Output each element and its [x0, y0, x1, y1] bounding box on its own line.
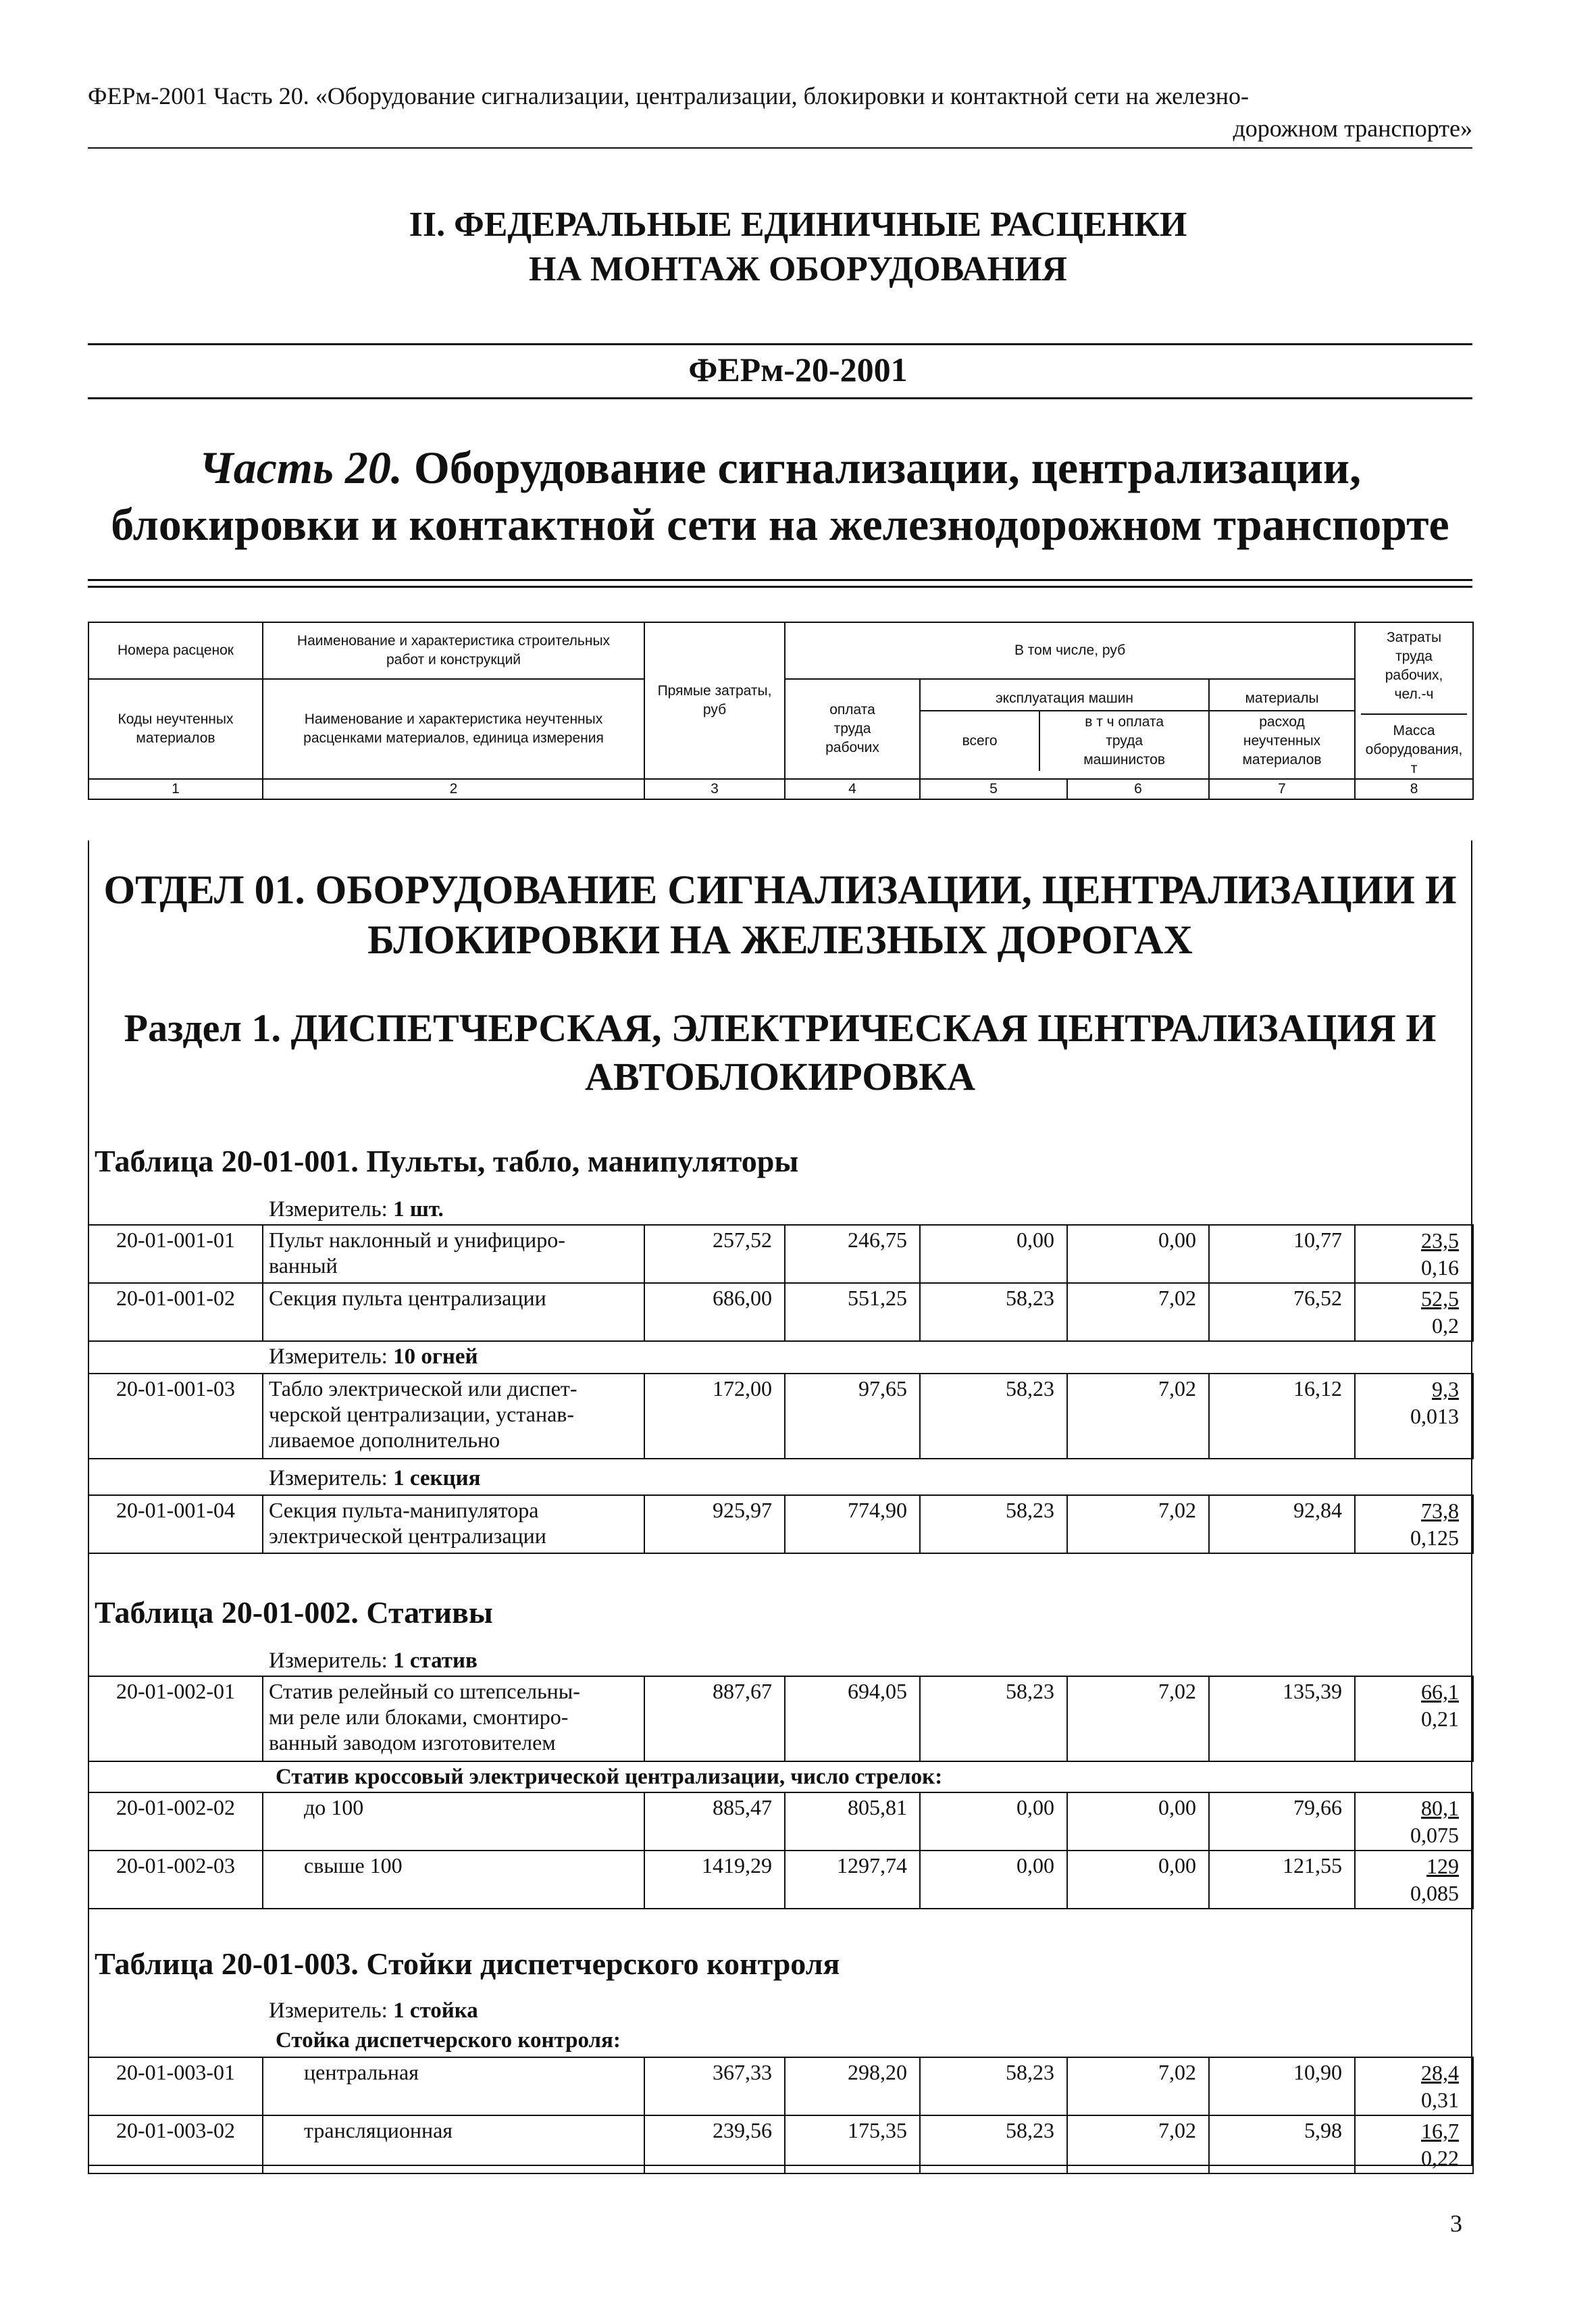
- machine-labor: 7,02: [1067, 1283, 1209, 1341]
- labor-mass: [1355, 1225, 1473, 1283]
- hdr-labor-top: Затраты труда рабочих, чел.-ч: [1385, 630, 1443, 702]
- razdel-heading: [88, 1004, 1472, 1101]
- running-header-line2: дорожном транспорте»: [1233, 115, 1472, 142]
- direct-cost: 257,52: [644, 1225, 785, 1283]
- measure-value: 1 секция: [393, 1466, 481, 1490]
- double-rule-1: [88, 579, 1472, 581]
- table-row: [88, 2115, 1473, 2173]
- measure-label: Измеритель:: [269, 1197, 394, 1222]
- hdr-machine-labor: в т ч оплата труда машинистов: [1083, 714, 1165, 768]
- mass: 0,22: [1421, 2146, 1459, 2170]
- materials: 121,55: [1209, 1851, 1355, 1909]
- measure-label: Измеритель:: [269, 1649, 394, 1673]
- table-002-rows-a: [88, 1676, 1474, 1762]
- labor-pay: 298,20: [785, 2057, 920, 2115]
- hdr-incl: В том числе, руб: [785, 622, 1355, 679]
- measure-label: Измеритель:: [269, 1998, 394, 2023]
- hdr-labor-cell: [1355, 622, 1473, 779]
- table-001-measure3: [269, 1466, 480, 1491]
- part-title-italic: Часть 20.: [199, 442, 403, 493]
- machine-total: 0,00: [920, 1851, 1067, 1909]
- machine-total: 0,00: [920, 1225, 1067, 1283]
- labor-pay: 551,25: [785, 1283, 920, 1341]
- rule-bottom: [88, 397, 1472, 399]
- table-003-title: Таблица 20-01-003. Стойки диспетчерского контроля: [95, 1946, 840, 1981]
- table-002-rows-b: [88, 1792, 1474, 1909]
- hdr-machine-op: эксплуатация машин: [921, 687, 1208, 711]
- machine-labor: 0,00: [1067, 1225, 1209, 1283]
- header-rule: [88, 147, 1472, 149]
- rate-code: 20-01-002-01: [88, 1676, 263, 1761]
- rate-code: 20-01-003-02: [88, 2115, 263, 2173]
- labor-cost: 28,4: [1421, 2061, 1459, 2085]
- labor-mass: [1355, 1495, 1473, 1553]
- table-row: [88, 1225, 1473, 1283]
- hdr-col1-top: Номера расценок: [88, 622, 263, 679]
- rate-code: 20-01-001-01: [88, 1225, 263, 1283]
- table-003-subheading: Стойка диспетчерского контроля:: [276, 2028, 621, 2053]
- part-title: [88, 439, 1472, 553]
- mass: 0,013: [1410, 1404, 1459, 1428]
- machine-labor: 7,02: [1067, 2115, 1209, 2173]
- machine-labor: 0,00: [1067, 1792, 1209, 1851]
- table-002-subheading: Статив кроссовый электрической централизации, число стрелок:: [276, 1765, 943, 1789]
- measure-label: Измеритель:: [269, 1344, 394, 1369]
- hdr-materials-cell: [1209, 679, 1355, 779]
- rule-top: [88, 343, 1472, 345]
- table-001-measure2: [269, 1344, 478, 1369]
- hdr-num-6: 6: [1067, 779, 1209, 799]
- direct-cost: 887,67: [644, 1676, 785, 1761]
- mass: 0,085: [1410, 1881, 1459, 1905]
- mass: 0,31: [1421, 2088, 1459, 2112]
- labor-mass: [1355, 1283, 1473, 1341]
- mass: 0,21: [1421, 1707, 1459, 1731]
- hdr-materials: материалы: [1210, 687, 1354, 711]
- materials: 16,12: [1209, 1374, 1355, 1459]
- table-row: [88, 1374, 1473, 1459]
- mass: 0,125: [1410, 1526, 1459, 1550]
- mass: 0,075: [1410, 1823, 1459, 1847]
- direct-cost: 885,47: [644, 1792, 785, 1851]
- rate-name: Табло электрической или диспет- черской централизации, устанав- ливаемое дополнительно: [263, 1374, 644, 1459]
- running-header-line1: ФЕРм-2001 Часть 20. «Оборудование сигнализации, централизации, блокировки и контактной сети на железно-: [88, 82, 1250, 109]
- labor-cost: 129: [1426, 1854, 1459, 1878]
- section-title-line2: НА МОНТАЖ ОБОРУДОВАНИЯ: [529, 250, 1067, 288]
- labor-mass: [1355, 1374, 1473, 1459]
- direct-cost: 1419,29: [644, 1851, 785, 1909]
- labor-pay: 1297,74: [785, 1851, 920, 1909]
- hdr-col2-bottom: Наименование и характеристика неучтенных расценками материалов, единица измерения: [263, 679, 644, 779]
- labor-pay: 97,65: [785, 1374, 920, 1459]
- rate-code: 20-01-001-02: [88, 1283, 263, 1341]
- labor-pay: 246,75: [785, 1225, 920, 1283]
- measure-label: Измеритель:: [269, 1466, 394, 1490]
- table-001-measure1: [269, 1197, 444, 1222]
- table-001-rows-c: [88, 1494, 1474, 1554]
- machine-labor: 7,02: [1067, 1495, 1209, 1553]
- mass: 0,2: [1432, 1313, 1459, 1338]
- direct-cost: 367,33: [644, 2057, 785, 2115]
- materials: 135,39: [1209, 1676, 1355, 1761]
- labor-mass: [1355, 1676, 1473, 1761]
- labor-pay: 175,35: [785, 2115, 920, 2173]
- hdr-labor-bottom: Масса оборудования, т: [1361, 713, 1467, 778]
- labor-cost: 80,1: [1421, 1796, 1459, 1820]
- direct-cost: 925,97: [644, 1495, 785, 1553]
- machine-total: 58,23: [920, 1495, 1067, 1553]
- machine-total: 58,23: [920, 2057, 1067, 2115]
- hdr-machine-cell: [920, 679, 1209, 779]
- machine-total: 58,23: [920, 1374, 1067, 1459]
- labor-cost: 9,3: [1432, 1377, 1459, 1401]
- machine-total: 58,23: [920, 1676, 1067, 1761]
- labor-cost: 52,5: [1421, 1286, 1459, 1311]
- otdel-line2: БЛОКИРОВКИ НА ЖЕЛЕЗНЫХ ДОРОГАХ: [367, 917, 1193, 962]
- hdr-col2-top: Наименование и характеристика строительных работ и конструкций: [263, 622, 644, 679]
- materials: 10,90: [1209, 2057, 1355, 2115]
- mass: 0,16: [1421, 1255, 1459, 1280]
- machine-total: 0,00: [920, 1792, 1067, 1851]
- rate-code: 20-01-002-03: [88, 1851, 263, 1909]
- table-row: [88, 1792, 1473, 1851]
- direct-cost: 686,00: [644, 1283, 785, 1341]
- table-003-rows: [88, 2057, 1474, 2174]
- rate-name: свыше 100: [263, 1851, 644, 1909]
- table-002-title: Таблица 20-01-002. Стативы: [95, 1595, 493, 1630]
- labor-cost: 66,1: [1421, 1680, 1459, 1704]
- labor-pay: 694,05: [785, 1676, 920, 1761]
- hdr-num-1: 1: [88, 779, 263, 799]
- materials: 10,77: [1209, 1225, 1355, 1283]
- page-number: 3: [1450, 2210, 1462, 2237]
- direct-cost: 172,00: [644, 1374, 785, 1459]
- labor-cost: 16,7: [1421, 2119, 1459, 2143]
- materials: 79,66: [1209, 1792, 1355, 1851]
- rate-name: Статив релейный со штепсельны- ми реле или блоками, смонтиро- ванный заводом изготовителем: [263, 1676, 644, 1761]
- table-row: [88, 2057, 1473, 2115]
- table-001-rows-a: [88, 1224, 1474, 1342]
- table-row: [88, 1495, 1473, 1553]
- machine-labor: 7,02: [1067, 1676, 1209, 1761]
- hdr-col3: Прямые затраты, руб: [644, 622, 785, 779]
- table-row: [88, 1283, 1473, 1341]
- rate-code: 20-01-001-04: [88, 1495, 263, 1553]
- hdr-num-4: 4: [785, 779, 920, 799]
- hdr-labor-pay: оплата труда рабочих: [785, 679, 920, 779]
- materials: 5,98: [1209, 2115, 1355, 2173]
- table-002-measure1: [269, 1649, 478, 1674]
- rate-code: 20-01-002-02: [88, 1792, 263, 1851]
- machine-total: 58,23: [920, 2115, 1067, 2173]
- otdel-line1: ОТДЕЛ 01. ОБОРУДОВАНИЕ СИГНАЛИЗАЦИИ, ЦЕНТРАЛИЗАЦИИ И: [103, 867, 1457, 912]
- measure-value: 10 огней: [393, 1344, 478, 1369]
- section-title-line1: II. ФЕДЕРАЛЬНЫЕ ЕДИНИЧНЫЕ РАСЦЕНКИ: [409, 205, 1187, 244]
- machine-labor: 7,02: [1067, 1374, 1209, 1459]
- rate-name: до 100: [263, 1792, 644, 1851]
- table-003-measure1: [269, 1998, 478, 2023]
- rate-code: 20-01-001-03: [88, 1374, 263, 1459]
- labor-mass: [1355, 2115, 1473, 2173]
- rate-code: 20-01-003-01: [88, 2057, 263, 2115]
- hdr-num-3: 3: [644, 779, 785, 799]
- direct-cost: 239,56: [644, 2115, 785, 2173]
- rate-name: Секция пульта-манипулятора электрической централизации: [263, 1495, 644, 1553]
- razdel-line1: Раздел 1. ДИСПЕТЧЕРСКАЯ, ЭЛЕКТРИЧЕСКАЯ ЦЕНТРАЛИЗАЦИЯ И: [124, 1006, 1437, 1050]
- hdr-num-8: 8: [1355, 779, 1473, 799]
- hdr-materials-consumption: расход неучтенных материалов: [1242, 714, 1322, 768]
- rate-name: Пульт наклонный и унифициро- ванный: [263, 1225, 644, 1283]
- rate-name: центральная: [263, 2057, 644, 2115]
- hdr-machine-total: всего: [921, 711, 1040, 771]
- machine-labor: 7,02: [1067, 2057, 1209, 2115]
- hdr-col1-bottom: Коды неучтенных материалов: [88, 679, 263, 779]
- rate-name: трансляционная: [263, 2115, 644, 2173]
- measure-value: 1 статив: [393, 1649, 478, 1673]
- machine-labor: 0,00: [1067, 1851, 1209, 1909]
- ferm-code: ФЕРм-20-2001: [688, 351, 908, 388]
- measure-value: 1 стойка: [393, 1998, 478, 2023]
- measure-value: 1 шт.: [393, 1197, 444, 1222]
- column-header-table: [88, 622, 1474, 800]
- labor-pay: 774,90: [785, 1495, 920, 1553]
- labor-mass: [1355, 1792, 1473, 1851]
- labor-pay: 805,81: [785, 1792, 920, 1851]
- materials: 76,52: [1209, 1283, 1355, 1341]
- table-001-title: Таблица 20-01-001. Пульты, табло, манипуляторы: [95, 1144, 799, 1178]
- part-title-rest: Оборудование сигнализации, централизации,: [402, 442, 1362, 493]
- labor-cost: 23,5: [1421, 1228, 1459, 1253]
- hdr-num-2: 2: [263, 779, 644, 799]
- labor-mass: [1355, 1851, 1473, 1909]
- section-title: [0, 203, 1596, 292]
- materials: 92,84: [1209, 1495, 1355, 1553]
- part-title-line2: блокировки и контактной сети на железнодорожном транспорте: [111, 499, 1449, 550]
- double-rule-2: [88, 586, 1472, 588]
- table-row: [88, 1676, 1473, 1761]
- running-header: [88, 80, 1472, 145]
- machine-total: 58,23: [920, 1283, 1067, 1341]
- labor-cost: 73,8: [1421, 1499, 1459, 1523]
- labor-mass: [1355, 2057, 1473, 2115]
- razdel-line2: АВТОБЛОКИРОВКА: [584, 1055, 976, 1099]
- table-row: [88, 1851, 1473, 1909]
- otdel-heading: [88, 865, 1472, 965]
- table-001-rows-b: [88, 1373, 1474, 1459]
- rate-name: Секция пульта централизации: [263, 1283, 644, 1341]
- hdr-num-7: 7: [1209, 779, 1355, 799]
- hdr-num-5: 5: [920, 779, 1067, 799]
